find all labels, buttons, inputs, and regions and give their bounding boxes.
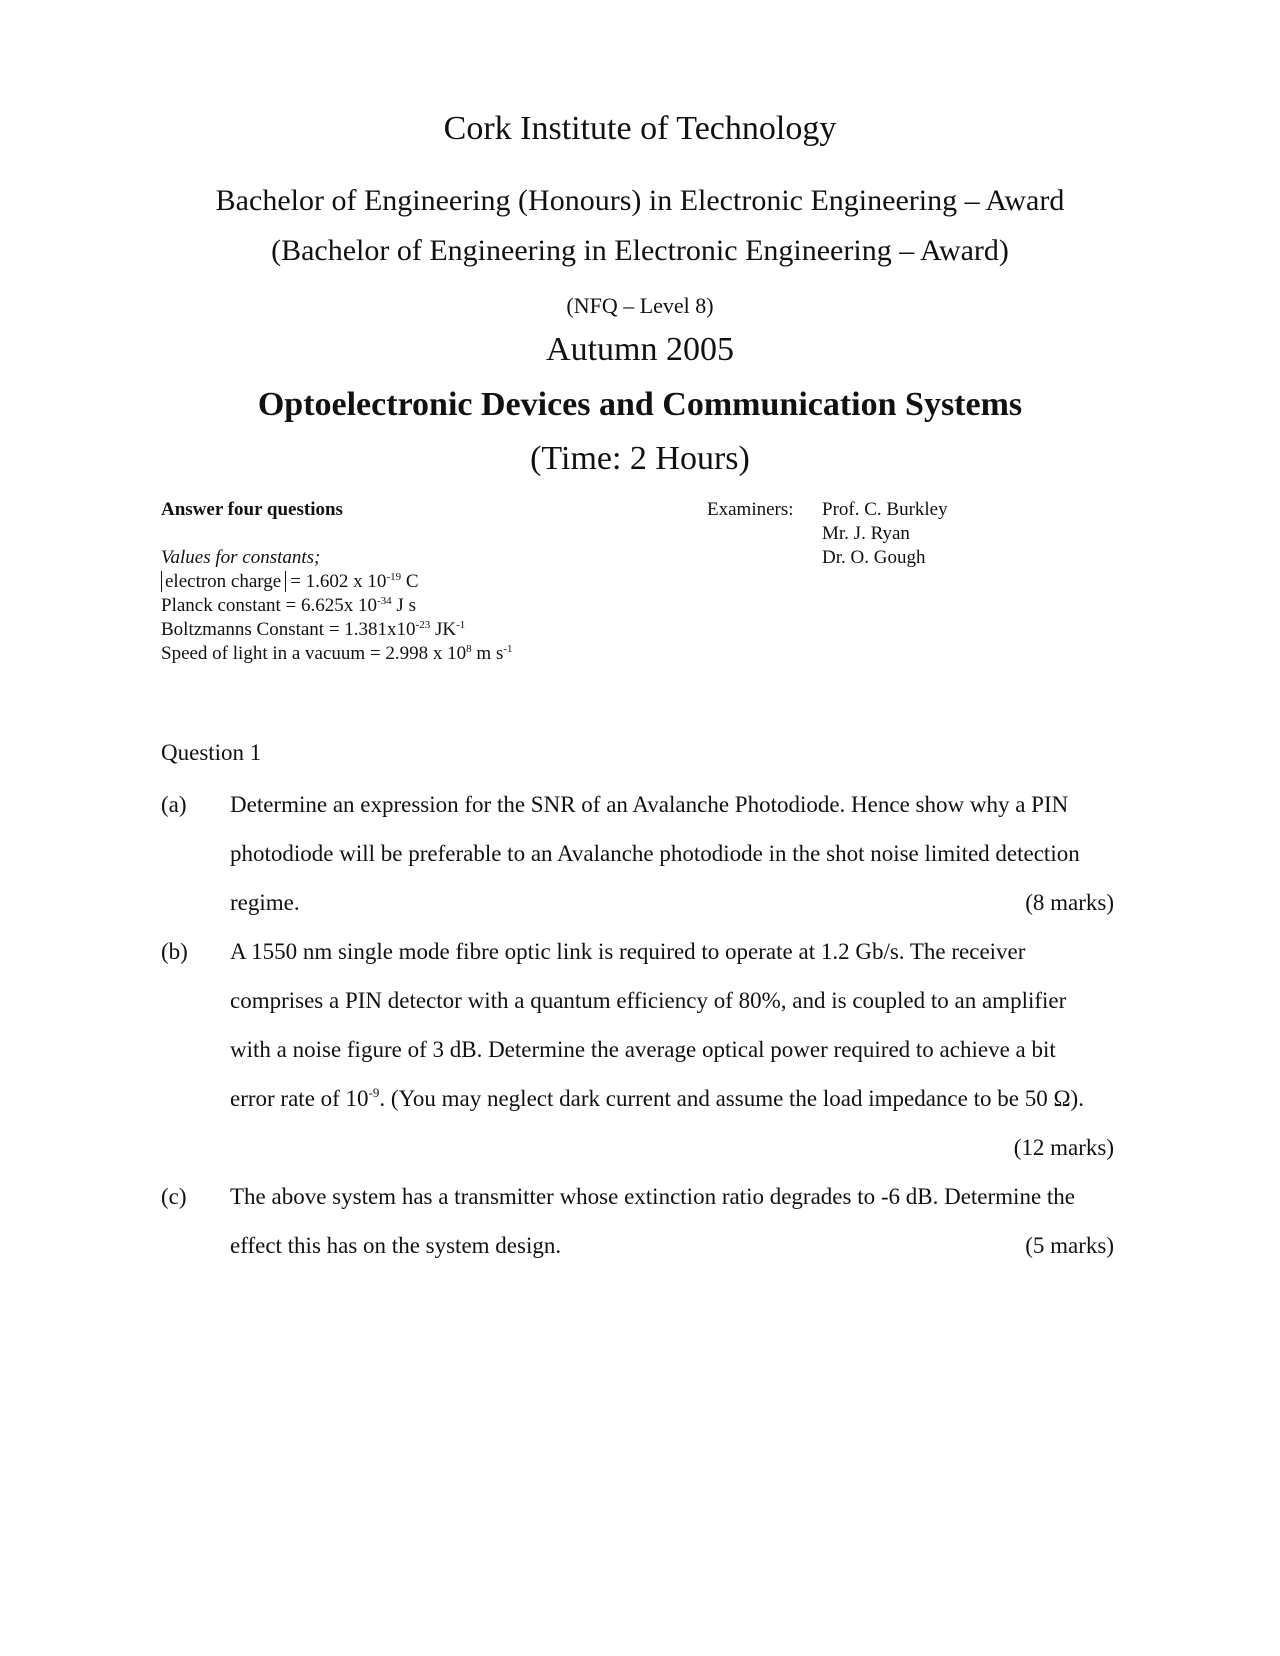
part-c-label: (c) bbox=[161, 1184, 187, 1209]
answer-instruction: Answer four questions bbox=[161, 499, 343, 520]
part-c-text: The above system has a transmitter whose extinction ratio degrades to -6 dB. Determine the effect this has on the system design. bbox=[230, 1184, 1076, 1258]
constants-block bbox=[161, 546, 513, 666]
part-c-marks: (5 marks) bbox=[1025, 1233, 1114, 1258]
examiners-label: Examiners: bbox=[707, 499, 794, 520]
exam-session: Autumn 2005 bbox=[546, 331, 734, 368]
part-b-text: A 1550 nm single mode fibre optic link is required to operate at 1.2 Gb/s. The receiver comprises a PIN detector with a quantum efficiency of 80%, and is coupled to an amplifier with a noise figure of 3 dB. Determine the average optical power required to achieve a bit error rate of $10^{-9}$. (You may neglect dark current and assume the load impedance to be 50 Ω). bbox=[230, 939, 1084, 1111]
examiners-list bbox=[822, 498, 948, 570]
part-b-label: (b) bbox=[161, 939, 188, 964]
constant-speed-of-light: Speed of light in a vacuum = 2.998 x $10^8$ m $s^{-1}$ bbox=[161, 643, 513, 664]
examiner-name: Mr. J. Ryan bbox=[822, 523, 910, 544]
question-title: Question 1 bbox=[161, 740, 262, 765]
part-a-text: Determine an expression for the SNR of an Avalanche Photodiode. Hence show why a PIN photodiode will be preferable to an Avalanche photodiode in the shot noise limited detection regime. bbox=[230, 792, 1080, 915]
constant-planck: Planck constant = 6.625x $10^{-34}$ J s bbox=[161, 595, 416, 616]
examiner-name: Dr. O. Gough bbox=[822, 547, 926, 568]
nfq-level: (NFQ – Level 8) bbox=[566, 293, 714, 318]
part-a-marks: (8 marks) bbox=[1025, 890, 1114, 915]
constant-electron-charge: electron charge = 1.602 x $10^{-19}$ C bbox=[161, 570, 513, 594]
institution-title: Cork Institute of Technology bbox=[443, 110, 837, 147]
programme-subtitle: (Bachelor of Engineering in Electronic Engineering – Award) bbox=[271, 234, 1009, 267]
subject-title: Optoelectronic Devices and Communication Systems bbox=[257, 386, 1023, 423]
programme-title: Bachelor of Engineering (Honours) in Electronic Engineering – Award bbox=[215, 184, 1065, 217]
exam-duration: (Time: 2 Hours) bbox=[530, 440, 750, 477]
examiner-name: Prof. C. Burkley bbox=[822, 499, 948, 520]
constants-caption: Values for constants; bbox=[161, 547, 321, 568]
part-b-marks: (12 marks) bbox=[1013, 1135, 1114, 1160]
constant-boltzmann: Boltzmanns Constant = $1.381x10^{-23}$ $JK^{-1}$ bbox=[161, 619, 466, 640]
part-a-label: (a) bbox=[161, 792, 187, 817]
